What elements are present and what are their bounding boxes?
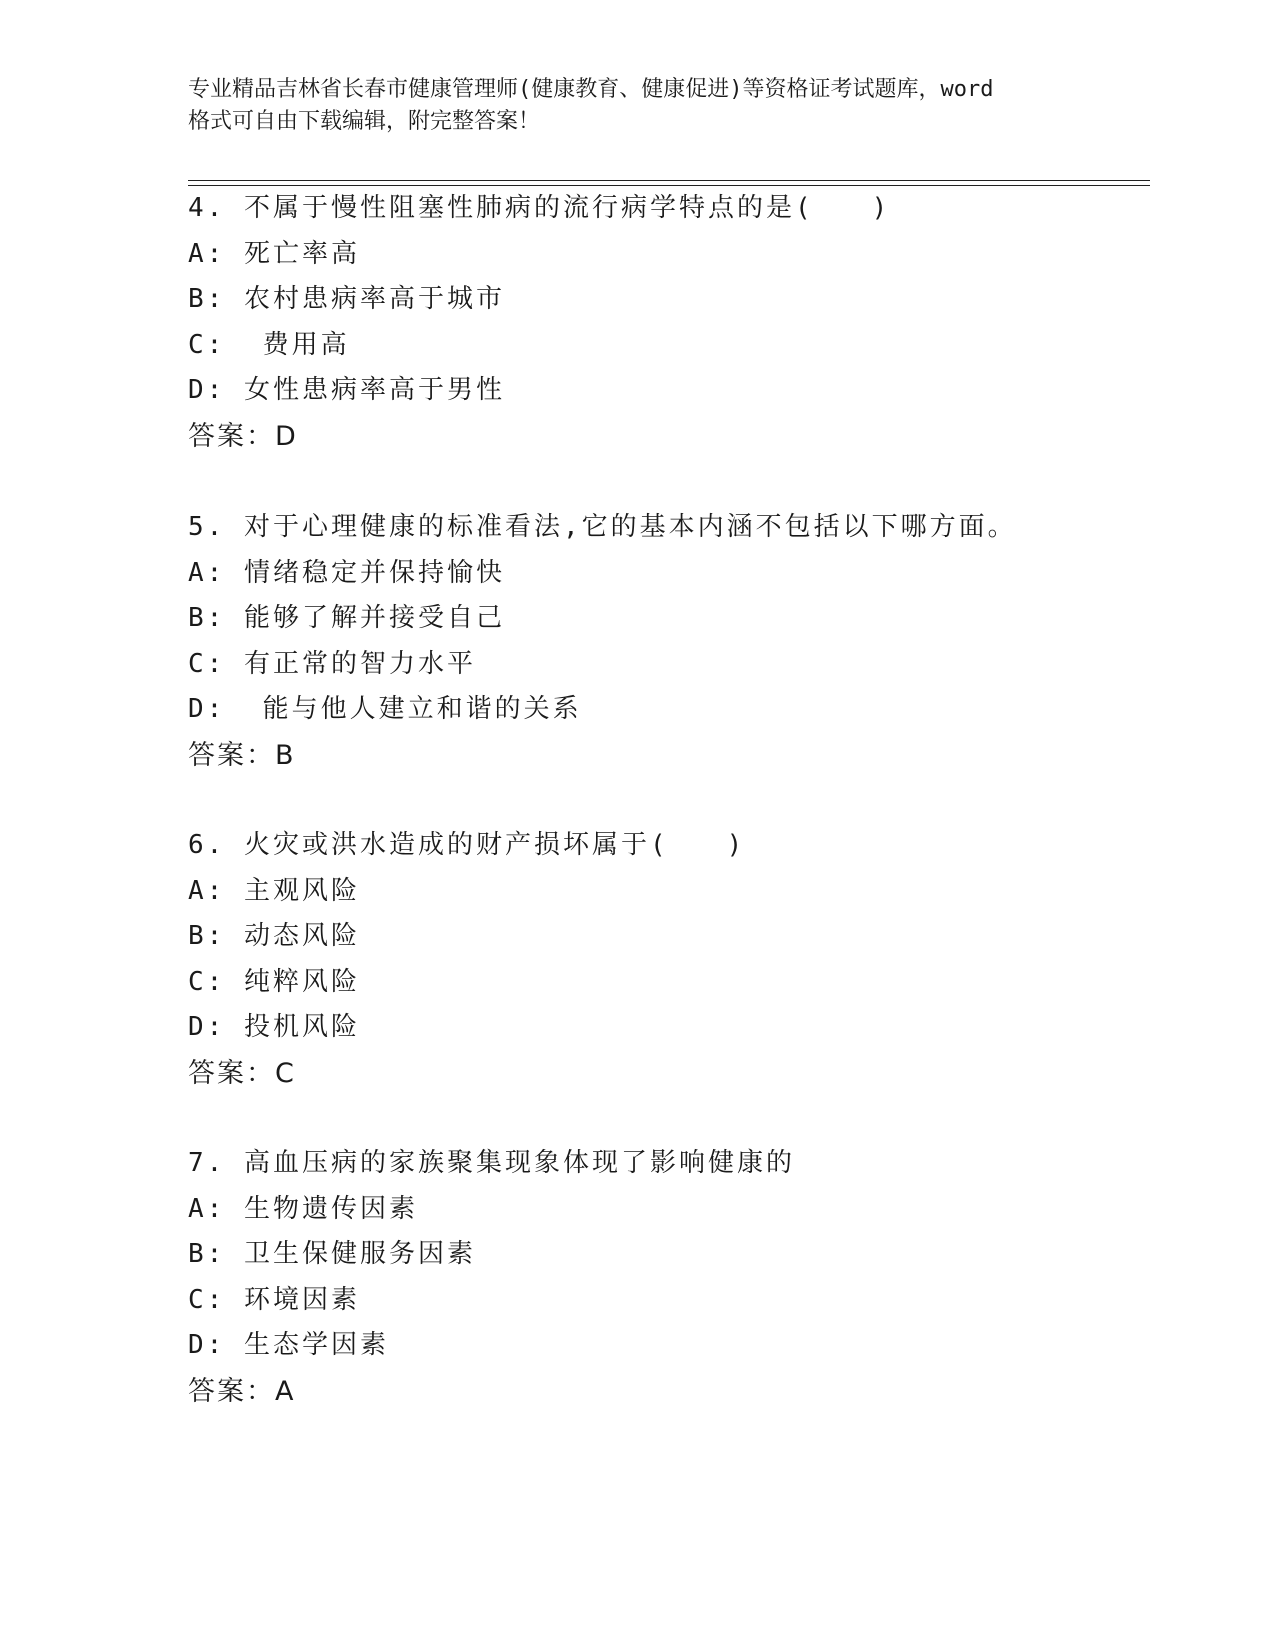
answer: 答案：D <box>188 420 298 452</box>
option-d: D: 女性患病率高于男性 <box>188 375 505 405</box>
answer: 答案：A <box>188 1375 296 1407</box>
answer: 答案：C <box>188 1057 296 1089</box>
option-b: B: 农村患病率高于城市 <box>188 284 505 314</box>
question-6 <box>188 823 1148 1096</box>
option-c: C: 环境因素 <box>188 1284 360 1315</box>
option-a: A: 情绪稳定并保持愉快 <box>188 557 505 588</box>
option-a: A: 死亡率高 <box>188 238 360 269</box>
document-header <box>188 74 1088 138</box>
header-line-2: 格式可自由下载编辑，附完整答案！ <box>188 109 541 134</box>
header-divider-top <box>188 180 1150 181</box>
question-7 <box>188 1141 1148 1414</box>
option-b: B: 能够了解并接受自己 <box>188 603 505 633</box>
question-stem: 5. 对于心理健康的标准看法,它的基本内涵不包括以下哪方面。 <box>188 512 1017 542</box>
question-5 <box>188 505 1148 778</box>
question-stem: 7. 高血压病的家族聚集现象体现了影响健康的 <box>188 1148 795 1178</box>
option-b: B: 卫生保健服务因素 <box>188 1239 476 1269</box>
option-d: D: 投机风险 <box>188 1012 360 1042</box>
answer: 答案：B <box>188 739 296 771</box>
option-b: B: 动态风险 <box>188 921 360 951</box>
option-a: A: 主观风险 <box>188 875 360 906</box>
question-4 <box>188 186 1148 459</box>
option-c: C: 费用高 <box>188 329 350 360</box>
option-a: A: 生物遗传因素 <box>188 1193 418 1224</box>
header-line-1: 专业精品吉林省长春市健康管理师(健康教育、健康促进)等资格证考试题库，word <box>188 77 994 102</box>
question-stem: 6. 火灾或洪水造成的财产损坏属于( ) <box>188 830 746 860</box>
option-d: D: 能与他人建立和谐的关系 <box>188 694 582 724</box>
option-d: D: 生态学因素 <box>188 1330 389 1360</box>
option-c: C: 有正常的智力水平 <box>188 648 476 679</box>
option-c: C: 纯粹风险 <box>188 966 360 997</box>
question-stem: 4. 不属于慢性阻塞性肺病的流行病学特点的是( ) <box>188 193 891 223</box>
